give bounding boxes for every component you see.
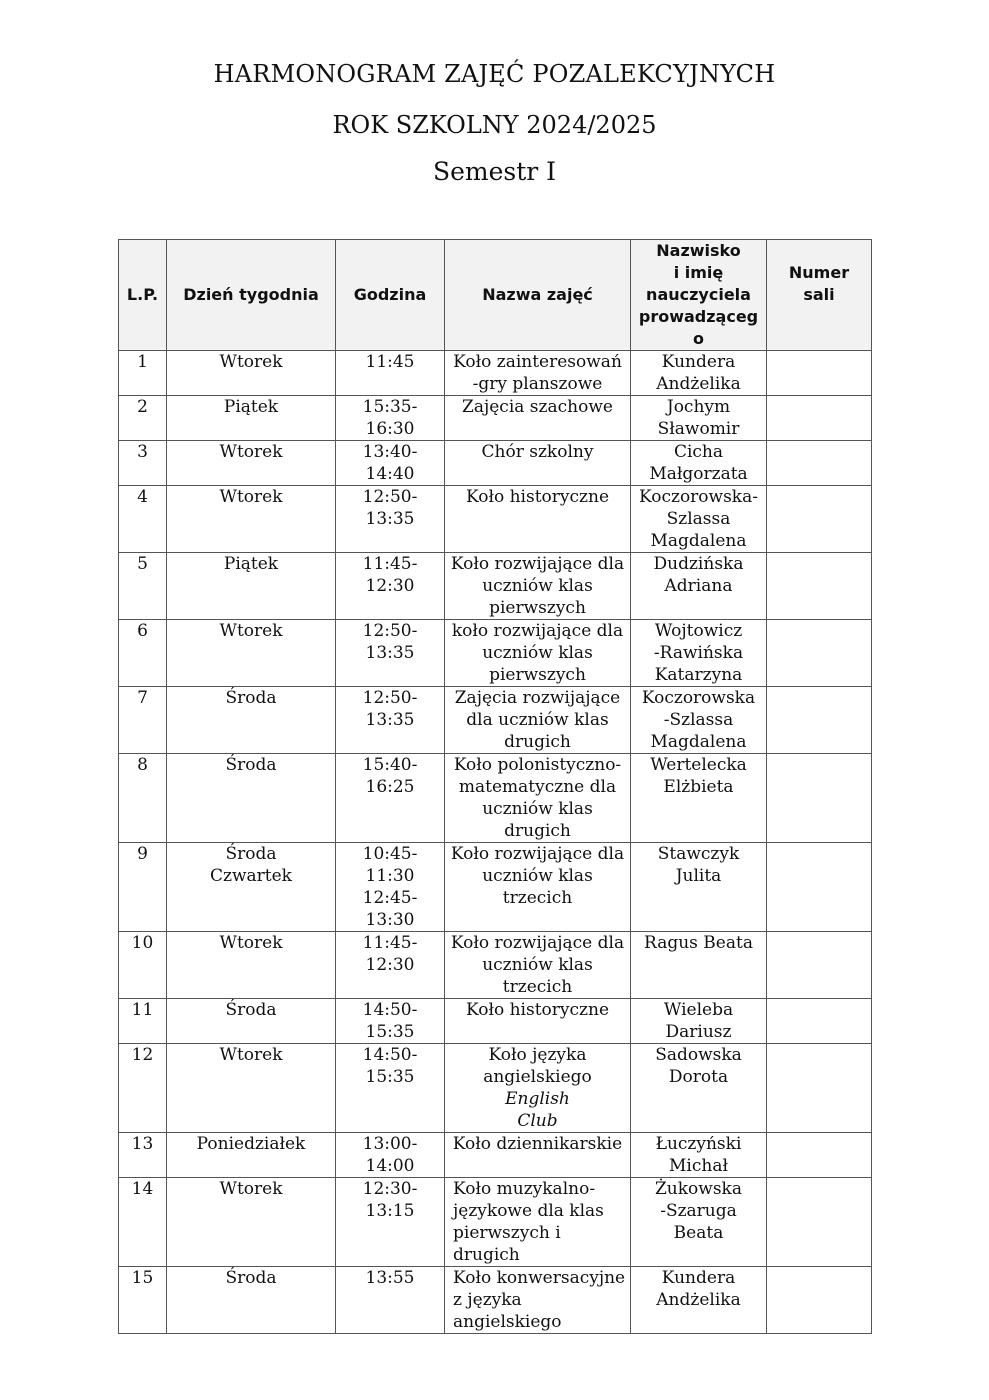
table-row (119, 999, 872, 1044)
cell-teacher-line: -Rawińska (653, 643, 744, 663)
cell-time-line: 16:25 (365, 777, 415, 797)
cell-time (336, 1133, 445, 1178)
cell-activity-line: pierwszych (489, 598, 586, 618)
cell-lp: 4 (119, 486, 167, 553)
column-header-room-line: Numer (788, 263, 850, 282)
cell-day-line: Wtorek (219, 487, 283, 507)
cell-day (167, 396, 336, 441)
cell-room (767, 754, 872, 843)
cell-time (336, 1267, 445, 1334)
cell-teacher-line: Koczorowska- (638, 487, 758, 507)
cell-day (167, 1267, 336, 1334)
cell-activity-line: językowe dla klas (453, 1201, 604, 1221)
cell-activity (445, 754, 631, 843)
cell-lp: 5 (119, 553, 167, 620)
cell-time (336, 999, 445, 1044)
cell-time (336, 1044, 445, 1133)
cell-teacher (631, 441, 767, 486)
cell-day (167, 553, 336, 620)
cell-time (336, 441, 445, 486)
cell-teacher-line: Katarzyna (654, 665, 743, 685)
table-row (119, 620, 872, 687)
cell-activity-line: drugich (504, 732, 571, 752)
cell-day-line: Środa (225, 1000, 277, 1020)
cell-teacher (631, 1044, 767, 1133)
cell-time (336, 620, 445, 687)
cell-day (167, 687, 336, 754)
cell-activity-line: trzecich (502, 977, 573, 997)
cell-activity-line: uczniów klas (482, 955, 593, 975)
cell-day-line: Wtorek (219, 1179, 283, 1199)
cell-room (767, 999, 872, 1044)
cell-teacher-line: Andżelika (656, 374, 741, 394)
cell-activity-line: uczniów klas (482, 799, 593, 819)
cell-day-line: Poniedziałek (196, 1134, 306, 1154)
column-header-teacher-line: Nazwisko (656, 241, 741, 260)
cell-teacher (631, 553, 767, 620)
cell-lp: 2 (119, 396, 167, 441)
cell-activity (445, 441, 631, 486)
cell-day-line: Piątek (223, 554, 279, 574)
column-header-teacher-line: i imię (673, 263, 724, 282)
cell-teacher (631, 687, 767, 754)
cell-teacher-line: Michał (669, 1156, 728, 1176)
cell-day (167, 1178, 336, 1267)
cell-time-line: 13:55 (365, 1268, 415, 1288)
cell-day-line: Czwartek (210, 866, 292, 886)
cell-teacher (631, 620, 767, 687)
cell-day-line: Środa (225, 755, 277, 775)
cell-lp: 14 (119, 1178, 167, 1267)
cell-teacher-line: Adriana (664, 576, 733, 596)
cell-lp: 6 (119, 620, 167, 687)
cell-teacher-line: Wieleba (663, 1000, 734, 1020)
cell-room (767, 687, 872, 754)
cell-activity (445, 620, 631, 687)
cell-day-line: Wtorek (219, 933, 283, 953)
column-header-lp: L.P. (119, 240, 167, 351)
cell-room (767, 932, 872, 999)
cell-activity-line: z języka (453, 1290, 522, 1310)
cell-room (767, 441, 872, 486)
cell-activity-line: uczniów klas (482, 576, 593, 596)
cell-room (767, 843, 872, 932)
cell-teacher-line: Szlassa (666, 509, 731, 529)
cell-time-line: 14:40 (365, 464, 415, 484)
cell-day-line: Wtorek (219, 442, 283, 462)
cell-teacher-line: Magdalena (650, 732, 747, 752)
cell-teacher (631, 1133, 767, 1178)
cell-time-line: 16:30 (365, 419, 415, 439)
cell-activity-line: Koło rozwijające dla (450, 844, 625, 864)
cell-activity (445, 932, 631, 999)
cell-time-line: 12:30 (365, 576, 415, 596)
cell-activity (445, 553, 631, 620)
cell-teacher-line: Cicha (673, 442, 724, 462)
cell-room (767, 1044, 872, 1133)
cell-teacher (631, 843, 767, 932)
cell-activity-italic: English (505, 1089, 570, 1109)
table-row (119, 1133, 872, 1178)
cell-activity-line: uczniów klas (482, 866, 593, 886)
cell-time-line: 10:45- (362, 844, 418, 864)
cell-time-line: 15:40- (362, 755, 418, 775)
cell-time-line: 13:00- (362, 1134, 418, 1154)
table-row (119, 1267, 872, 1334)
schedule-table (118, 239, 872, 1334)
cell-time-line: 14:50- (362, 1000, 418, 1020)
cell-lp: 8 (119, 754, 167, 843)
cell-day-line: Wtorek (219, 1045, 283, 1065)
cell-activity (445, 687, 631, 754)
cell-teacher (631, 999, 767, 1044)
cell-teacher-line: Żukowska (654, 1179, 742, 1199)
cell-day-line: Środa (225, 844, 277, 864)
cell-day-line: Środa (225, 688, 277, 708)
table-row (119, 932, 872, 999)
cell-lp: 12 (119, 1044, 167, 1133)
cell-teacher (631, 754, 767, 843)
table-row (119, 1044, 872, 1133)
table-row (119, 754, 872, 843)
cell-teacher-line: Dariusz (665, 1022, 732, 1042)
cell-time-line: 15:35 (365, 1022, 415, 1042)
cell-time-line: 12:50- (362, 487, 418, 507)
cell-room (767, 1178, 872, 1267)
cell-activity-line: Koło rozwijające dla (450, 554, 625, 574)
cell-time (336, 486, 445, 553)
cell-activity (445, 396, 631, 441)
cell-time-line: 12:50- (362, 688, 418, 708)
cell-room (767, 351, 872, 396)
cell-lp: 7 (119, 687, 167, 754)
cell-teacher-line: Sadowska (655, 1045, 742, 1065)
column-header-time: Godzina (336, 240, 445, 351)
cell-time-line: 13:40- (362, 442, 418, 462)
cell-day (167, 620, 336, 687)
cell-teacher-line: Dorota (668, 1067, 729, 1087)
cell-activity (445, 486, 631, 553)
cell-time-line: 15:35- (362, 397, 418, 417)
cell-room (767, 620, 872, 687)
cell-lp: 15 (119, 1267, 167, 1334)
cell-activity-line: Koło historyczne (465, 1000, 610, 1020)
cell-teacher-line: Andżelika (656, 1290, 741, 1310)
table-row (119, 687, 872, 754)
cell-day (167, 932, 336, 999)
cell-teacher-line: Małgorzata (649, 464, 748, 484)
cell-lp: 13 (119, 1133, 167, 1178)
cell-activity-line: pierwszych i (453, 1223, 561, 1243)
cell-lp: 11 (119, 999, 167, 1044)
cell-activity-line: Chór szkolny (481, 442, 594, 462)
cell-activity-line: koło rozwijające dla (451, 621, 624, 641)
cell-activity-line: Koło muzykalno- (453, 1179, 596, 1199)
cell-time-line: 11:45- (362, 554, 418, 574)
cell-time-line: 13:35 (365, 710, 415, 730)
table-row (119, 441, 872, 486)
cell-time-line: 11:45- (362, 933, 418, 953)
cell-day-line: Wtorek (219, 352, 283, 372)
cell-time-line: 11:30 (365, 866, 415, 886)
cell-day-line: Środa (225, 1268, 277, 1288)
cell-teacher-line: Elżbieta (663, 777, 734, 797)
cell-activity-line: dla uczniów klas (466, 710, 609, 730)
cell-day (167, 754, 336, 843)
cell-activity-line: uczniów klas (482, 643, 593, 663)
cell-activity-line: drugich (504, 821, 571, 841)
cell-activity (445, 1133, 631, 1178)
cell-activity (445, 1044, 631, 1133)
cell-activity-line: trzecich (502, 888, 573, 908)
cell-room (767, 486, 872, 553)
cell-activity-line: Koło języka (488, 1045, 587, 1065)
cell-day (167, 441, 336, 486)
cell-day-line: Wtorek (219, 621, 283, 641)
cell-time-line: 13:35 (365, 643, 415, 663)
document-title: HARMONOGRAM ZAJĘĆ POZALEKCYJNYCH (213, 60, 776, 88)
cell-teacher-line: Koczorowska (641, 688, 756, 708)
cell-time (336, 351, 445, 396)
cell-activity-line: Koło dziennikarskie (452, 1134, 623, 1154)
cell-teacher-line: Jochym (666, 397, 731, 417)
cell-day (167, 1133, 336, 1178)
cell-time (336, 754, 445, 843)
table-row (119, 486, 872, 553)
cell-time (336, 687, 445, 754)
cell-activity (445, 1178, 631, 1267)
cell-teacher (631, 1267, 767, 1334)
cell-room (767, 1267, 872, 1334)
table-header-row (119, 240, 872, 351)
column-header-teacher-line: nauczyciela (646, 285, 751, 304)
cell-activity-line: Koło rozwijające dla (450, 933, 625, 953)
cell-time (336, 553, 445, 620)
school-year: ROK SZKOLNY 2024/2025 (332, 111, 657, 139)
cell-time (336, 396, 445, 441)
table-row (119, 843, 872, 932)
cell-teacher-line: Julita (675, 866, 722, 886)
cell-teacher-line: -Szaruga (660, 1201, 737, 1221)
cell-activity-italic: Club (517, 1111, 558, 1131)
cell-activity (445, 843, 631, 932)
cell-time-line: 14:50- (362, 1045, 418, 1065)
semester-label: Semestr I (432, 157, 557, 186)
cell-time-line: 13:35 (365, 509, 415, 529)
column-header-room (767, 240, 872, 351)
cell-day (167, 999, 336, 1044)
cell-teacher-line: -Szlassa (663, 710, 734, 730)
cell-room (767, 553, 872, 620)
cell-lp: 1 (119, 351, 167, 396)
cell-time-line: 12:50- (362, 621, 418, 641)
cell-activity-line (449, 1066, 626, 1110)
column-header-teacher-line: prowadzącego (638, 307, 759, 348)
column-header-day: Dzień tygodnia (167, 240, 336, 351)
cell-lp: 10 (119, 932, 167, 999)
column-header-room-line: sali (803, 285, 835, 304)
cell-teacher (631, 932, 767, 999)
cell-teacher-line: Wojtowicz (654, 621, 743, 641)
table-row (119, 1178, 872, 1267)
cell-day (167, 843, 336, 932)
cell-activity-line: Zajęcia rozwijające (454, 688, 621, 708)
cell-activity-line: Koło zainteresowań (453, 352, 622, 372)
cell-activity-line: pierwszych (489, 665, 586, 685)
table-row (119, 351, 872, 396)
cell-teacher-line: Kundera (661, 352, 736, 372)
cell-teacher-line: Ragus Beata (644, 933, 753, 953)
cell-time-line: 15:35 (365, 1067, 415, 1087)
cell-activity-line: -gry planszowe (472, 374, 603, 394)
cell-time-line: 14:00 (365, 1156, 415, 1176)
cell-time-line: 12:30- (362, 1179, 418, 1199)
column-header-activity: Nazwa zajęć (445, 240, 631, 351)
cell-activity (445, 351, 631, 396)
table-row (119, 553, 872, 620)
cell-room (767, 396, 872, 441)
cell-day (167, 1044, 336, 1133)
cell-time (336, 843, 445, 932)
cell-time-line: 11:45 (365, 352, 415, 372)
cell-room (767, 1133, 872, 1178)
cell-activity-line: Zajęcia szachowe (462, 397, 613, 417)
cell-activity-text: angielskiego (483, 1067, 592, 1087)
cell-activity-line: Koło konwersacyjne (453, 1268, 626, 1288)
cell-teacher (631, 486, 767, 553)
table-row (119, 396, 872, 441)
cell-teacher-line: Dudzińska (653, 554, 744, 574)
cell-teacher-line: Kundera (661, 1268, 736, 1288)
cell-teacher-line: Sławomir (657, 419, 740, 439)
cell-activity-line: drugich (453, 1245, 520, 1265)
cell-teacher-line: Wertelecka (650, 755, 747, 775)
cell-time-line: 13:15 (365, 1201, 415, 1221)
cell-activity (445, 999, 631, 1044)
cell-teacher (631, 351, 767, 396)
cell-time-line: 12:30 (365, 955, 415, 975)
cell-teacher-line: Beata (673, 1223, 724, 1243)
cell-teacher-line: Stawczyk (657, 844, 740, 864)
cell-teacher-line: Magdalena (650, 531, 747, 551)
cell-activity-line: Koło polonistyczno- (453, 755, 622, 775)
cell-teacher (631, 396, 767, 441)
cell-day (167, 351, 336, 396)
cell-day-line: Piątek (223, 397, 279, 417)
cell-time-line: 12:45- (362, 888, 418, 908)
cell-day (167, 486, 336, 553)
cell-activity-line: angielskiego (453, 1312, 562, 1332)
cell-lp: 9 (119, 843, 167, 932)
column-header-teacher (631, 240, 767, 351)
cell-activity (445, 1267, 631, 1334)
cell-time-line: 13:30 (365, 910, 415, 930)
cell-lp: 3 (119, 441, 167, 486)
cell-time (336, 1178, 445, 1267)
cell-activity-line: Koło historyczne (465, 487, 610, 507)
cell-teacher (631, 1178, 767, 1267)
cell-time (336, 932, 445, 999)
cell-teacher-line: Łuczyński (655, 1134, 742, 1154)
cell-activity-line: matematyczne dla (458, 777, 617, 797)
